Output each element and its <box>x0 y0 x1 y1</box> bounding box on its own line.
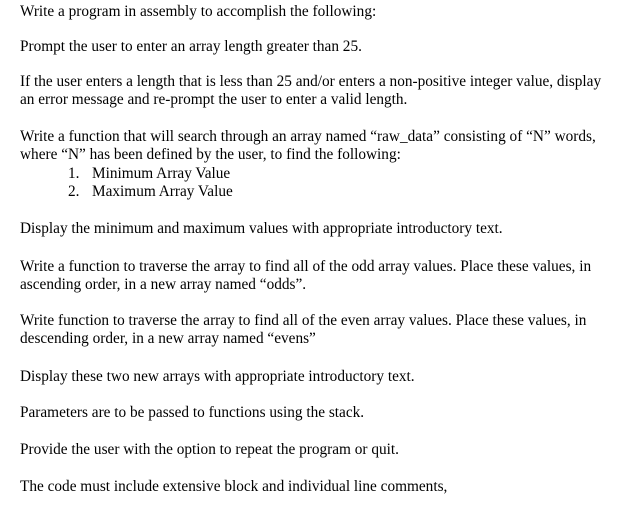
list-number: 1. <box>68 165 80 182</box>
paragraph-odds <box>20 258 591 294</box>
list-item <box>68 183 233 201</box>
text-line: where “N” has been defined by the user, to find the following: <box>20 146 401 163</box>
text-line: Write a function that will search through an array named “raw_data” consisting of “N” words, <box>20 128 596 145</box>
text-line: descending order, in a new array named “evens” <box>20 330 316 347</box>
paragraph-validation <box>20 73 601 109</box>
paragraph-parameters <box>20 404 364 422</box>
paragraph-search-function <box>20 128 596 164</box>
text-line: ascending order, in a new array named “odds”. <box>20 276 307 293</box>
paragraph-comments <box>20 478 447 496</box>
list-text: Minimum Array Value <box>92 165 231 182</box>
paragraph-prompt <box>20 38 362 56</box>
paragraph-repeat <box>20 441 399 459</box>
text-line: If the user enters a length that is less than 25 and/or enters a non-positive integer value, display <box>20 73 602 90</box>
text-line: Display these two new arrays with appropriate introductory text. <box>20 368 415 385</box>
list-number: 2. <box>68 183 80 200</box>
list-text: Maximum Array Value <box>92 183 233 200</box>
text-line: Display the minimum and maximum values with appropriate introductory text. <box>20 220 503 237</box>
paragraph-evens <box>20 312 586 348</box>
paragraph-display-arrays <box>20 368 415 386</box>
paragraph-display-minmax <box>20 220 503 238</box>
text-line: an error message and re-prompt the user to enter a valid length. <box>20 91 408 108</box>
text-line: Parameters are to be passed to functions using the stack. <box>20 404 365 421</box>
text-line: Write a program in assembly to accomplish the following: <box>20 3 377 20</box>
text-line: Provide the user with the option to repeat the program or quit. <box>20 441 399 458</box>
text-line: The code must include extensive block and individual line comments, <box>20 478 448 495</box>
paragraph-intro <box>20 3 376 21</box>
text-line: Write function to traverse the array to find all of the even array values. Place these values, in <box>20 312 587 329</box>
list-item <box>68 165 230 183</box>
text-line: Write a function to traverse the array to find all of the odd array values. Place these values, in <box>20 258 592 275</box>
text-line: Prompt the user to enter an array length greater than 25. <box>20 38 362 55</box>
